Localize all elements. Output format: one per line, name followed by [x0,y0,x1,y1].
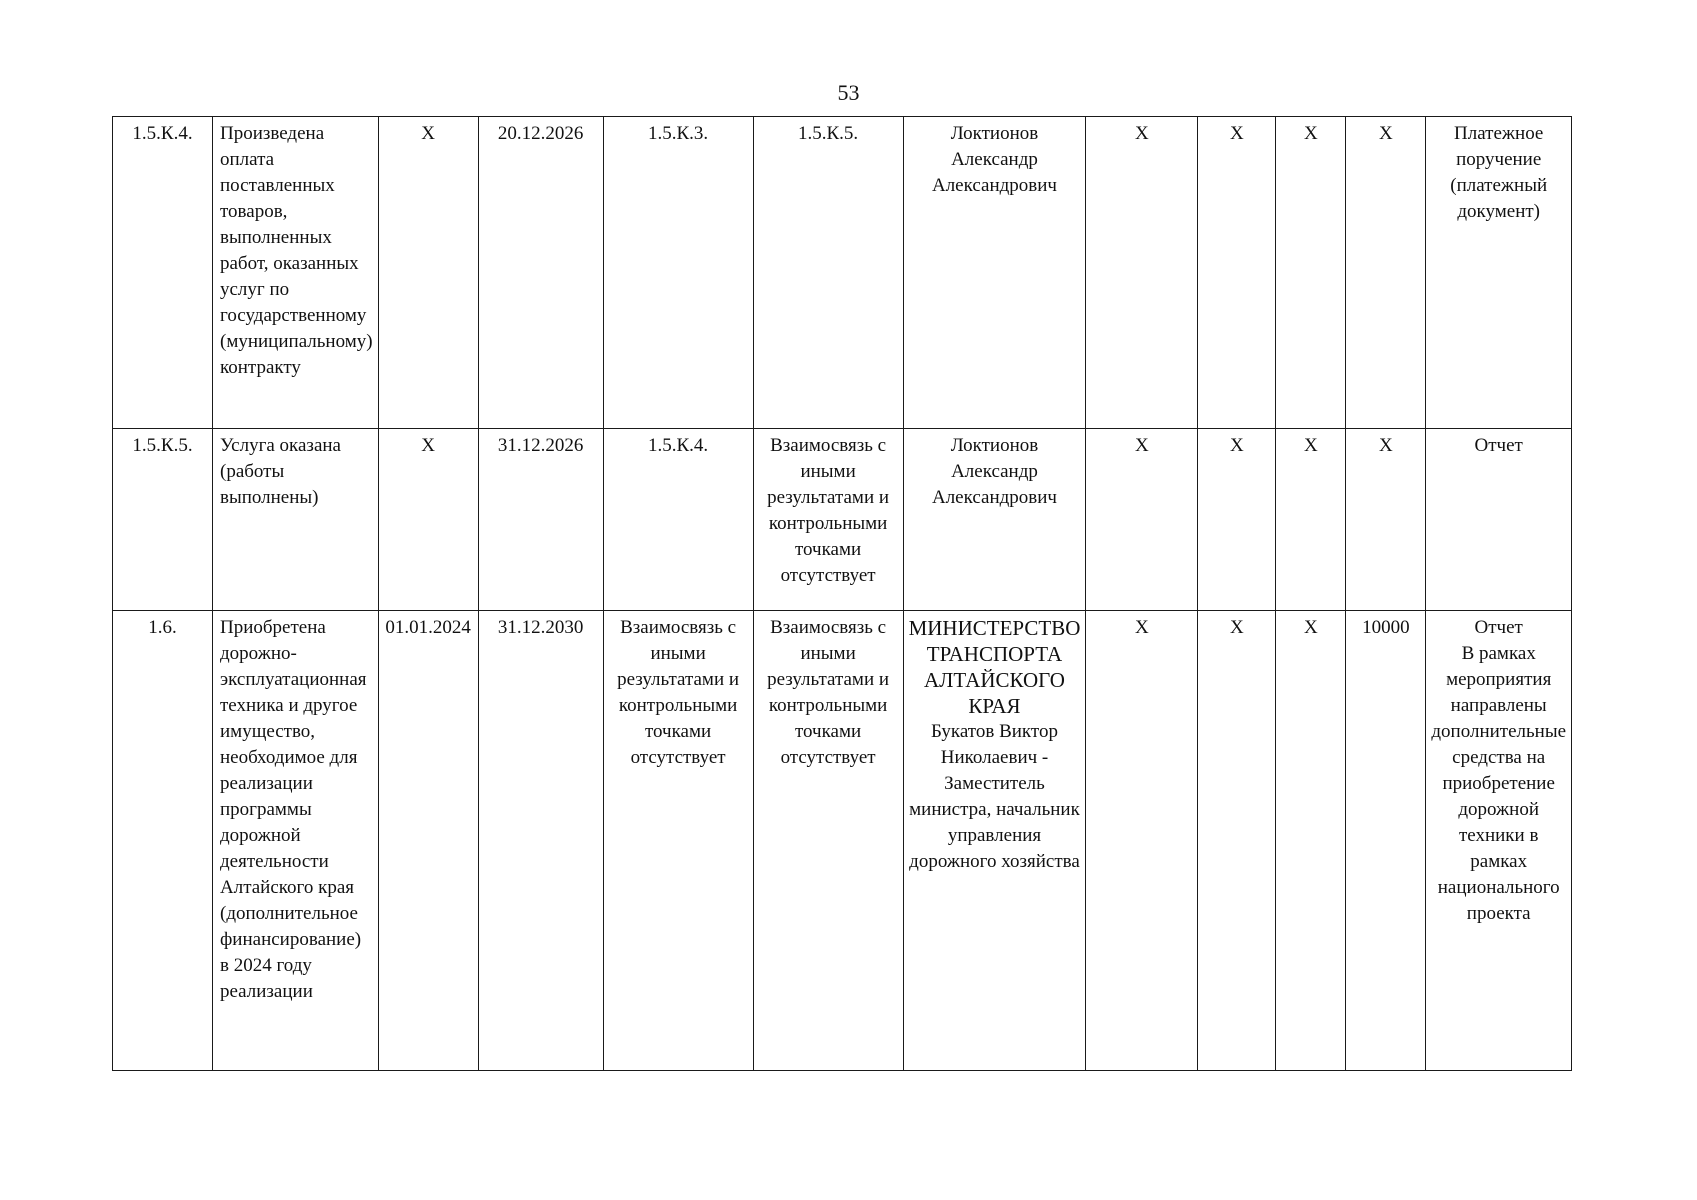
row-predecessor: Взаимосвязь с иными результатами и контрольными точками отсутствует [603,611,753,1071]
row-c10: X [1276,117,1346,429]
row-c8: X [1086,429,1198,611]
row-code: 1.5.К.4. [113,117,213,429]
row-end: 20.12.2026 [478,117,603,429]
table-row [113,611,1572,1071]
row-end: 31.12.2026 [478,429,603,611]
table-row [113,429,1572,611]
row-c9: X [1198,611,1276,1071]
row-c11: X [1346,117,1426,429]
row-c10: X [1276,429,1346,611]
row-responsible: Локтионов Александр Александрович [903,429,1086,611]
row-end: 31.12.2030 [478,611,603,1071]
row-c11: 10000 [1346,611,1426,1071]
row-c11: X [1346,429,1426,611]
row-responsible [903,611,1086,1071]
row-document [1426,611,1572,1071]
row-name: Произведена оплата поставленных товаров, выполненных работ, оказанных услуг по государственному (муниципальному) контракту [213,117,379,429]
row-start: X [378,429,478,611]
document-note: В рамках мероприятия направлены дополнительные средства на приобретение дорожной техники в рамках национального проекта [1431,643,1567,924]
row-successor: Взаимосвязь с иными результатами и контрольными точками отсутствует [753,429,903,611]
page-number: 53 [837,80,860,105]
row-code: 1.6. [113,611,213,1071]
row-c8: X [1086,117,1198,429]
row-name: Приобретена дорожно-эксплуатационная техника и другое имущество, необходимое для реализации программы дорожной деятельности Алтайского края (дополнительное финансирование) в 2024 году реализации [213,611,379,1071]
row-successor: 1.5.К.5. [753,117,903,429]
row-document: Платежное поручение (платежный документ) [1426,117,1572,429]
row-document: Отчет [1426,429,1572,611]
table-row [113,117,1572,429]
row-c9: X [1198,429,1276,611]
row-start: 01.01.2024 [378,611,478,1071]
row-responsible: Локтионов Александр Александрович [903,117,1086,429]
responsible-organization: МИНИСТЕРСТВО ТРАНСПОРТА АЛТАЙСКОГО КРАЯ [908,616,1081,718]
row-name: Услуга оказана (работы выполнены) [213,429,379,611]
row-predecessor: 1.5.К.4. [603,429,753,611]
row-successor: Взаимосвязь с иными результатами и контрольными точками отсутствует [753,611,903,1071]
row-predecessor: 1.5.К.3. [603,117,753,429]
plan-table [112,116,1572,1071]
row-c9: X [1198,117,1276,429]
row-start: X [378,117,478,429]
responsible-person: Букатов Виктор Николаевич - Заместитель министра, начальник управления дорожного хозяйства [909,721,1080,872]
row-c8: X [1086,611,1198,1071]
row-code: 1.5.К.5. [113,429,213,611]
row-c10: X [1276,611,1346,1071]
document-type: Отчет [1474,617,1523,638]
